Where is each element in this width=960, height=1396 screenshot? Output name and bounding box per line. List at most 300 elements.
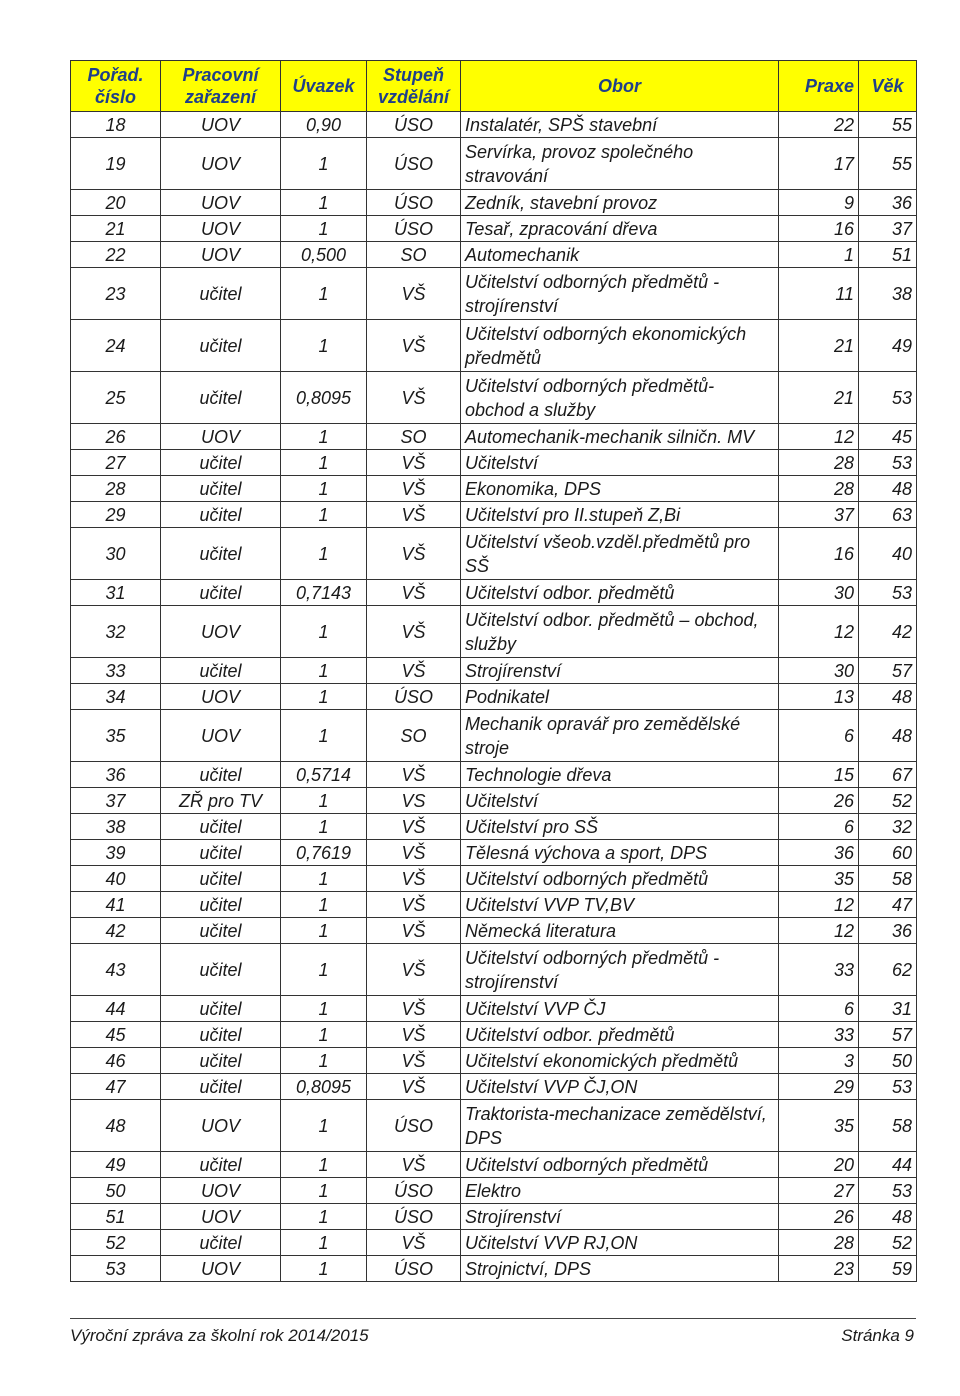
cell-uvazek: 1	[281, 814, 367, 840]
cell-vek: 48	[859, 1204, 917, 1230]
cell-position: učitel	[161, 580, 281, 606]
cell-praxe: 3	[779, 1048, 859, 1074]
cell-obor: Učitelství odborných předmětů	[461, 866, 779, 892]
cell-education: SO	[367, 710, 461, 762]
table-row	[71, 450, 917, 476]
cell-obor: Automechanik	[461, 242, 779, 268]
cell-uvazek: 0,8095	[281, 372, 367, 424]
table-row	[71, 216, 917, 242]
cell-number: 31	[71, 580, 161, 606]
table-row	[71, 190, 917, 216]
table-body	[71, 112, 917, 1282]
cell-obor: Učitelství odborných předmětů- obchod a služby	[461, 372, 779, 424]
cell-number: 48	[71, 1100, 161, 1152]
header-num: Pořad. číslo	[71, 61, 161, 112]
cell-vek: 58	[859, 1100, 917, 1152]
cell-uvazek: 1	[281, 996, 367, 1022]
cell-obor: Učitelství všeob.vzděl.předmětů pro SŠ	[461, 528, 779, 580]
cell-position: UOV	[161, 606, 281, 658]
cell-education: VŠ	[367, 892, 461, 918]
cell-number: 52	[71, 1230, 161, 1256]
table-row	[71, 1048, 917, 1074]
cell-education: SO	[367, 424, 461, 450]
cell-education: ÚSO	[367, 1178, 461, 1204]
header-obor: Obor	[461, 61, 779, 112]
cell-education: ÚSO	[367, 138, 461, 190]
cell-education: VŠ	[367, 1152, 461, 1178]
cell-education: VŠ	[367, 1048, 461, 1074]
cell-obor: Mechanik opravář pro zemědělské stroje	[461, 710, 779, 762]
table-row	[71, 138, 917, 190]
cell-obor: Elektro	[461, 1178, 779, 1204]
cell-uvazek: 0,8095	[281, 1074, 367, 1100]
cell-obor: Učitelství VVP TV,BV	[461, 892, 779, 918]
table-row	[71, 372, 917, 424]
cell-vek: 45	[859, 424, 917, 450]
cell-position: učitel	[161, 840, 281, 866]
cell-vek: 53	[859, 1074, 917, 1100]
cell-education: VŠ	[367, 944, 461, 996]
cell-vek: 51	[859, 242, 917, 268]
cell-number: 18	[71, 112, 161, 138]
cell-vek: 40	[859, 528, 917, 580]
cell-education: ÚSO	[367, 216, 461, 242]
cell-uvazek: 1	[281, 1152, 367, 1178]
cell-obor: Učitelství pro SŠ	[461, 814, 779, 840]
table-row	[71, 1074, 917, 1100]
cell-vek: 36	[859, 190, 917, 216]
cell-education: VŠ	[367, 1074, 461, 1100]
cell-education: VŠ	[367, 606, 461, 658]
cell-praxe: 17	[779, 138, 859, 190]
cell-vek: 55	[859, 112, 917, 138]
footer-report-title: Výroční zpráva za školní rok 2014/2015	[70, 1326, 369, 1345]
cell-uvazek: 0,7143	[281, 580, 367, 606]
cell-praxe: 30	[779, 580, 859, 606]
cell-uvazek: 1	[281, 1204, 367, 1230]
table-row	[71, 580, 917, 606]
cell-obor: Učitelství odbor. předmětů	[461, 580, 779, 606]
cell-position: učitel	[161, 320, 281, 372]
cell-praxe: 37	[779, 502, 859, 528]
cell-education: VŠ	[367, 918, 461, 944]
cell-position: učitel	[161, 528, 281, 580]
cell-education: VŠ	[367, 840, 461, 866]
cell-position: učitel	[161, 1230, 281, 1256]
cell-number: 35	[71, 710, 161, 762]
cell-number: 46	[71, 1048, 161, 1074]
cell-praxe: 30	[779, 658, 859, 684]
cell-position: učitel	[161, 658, 281, 684]
cell-number: 36	[71, 762, 161, 788]
cell-praxe: 33	[779, 1022, 859, 1048]
cell-vek: 48	[859, 710, 917, 762]
cell-uvazek: 1	[281, 1100, 367, 1152]
cell-obor: Učitelství odborných předmětů - strojírenství	[461, 944, 779, 996]
table-row	[71, 1256, 917, 1282]
cell-obor: Učitelství VVP RJ,ON	[461, 1230, 779, 1256]
table-row	[71, 1152, 917, 1178]
table-row	[71, 320, 917, 372]
cell-praxe: 13	[779, 684, 859, 710]
cell-position: UOV	[161, 710, 281, 762]
table-row	[71, 1230, 917, 1256]
cell-education: VS	[367, 788, 461, 814]
cell-vek: 48	[859, 684, 917, 710]
cell-obor: Učitelství odborných ekonomických předmětů	[461, 320, 779, 372]
cell-number: 45	[71, 1022, 161, 1048]
cell-position: učitel	[161, 944, 281, 996]
cell-praxe: 6	[779, 710, 859, 762]
cell-praxe: 28	[779, 476, 859, 502]
cell-education: VŠ	[367, 762, 461, 788]
cell-uvazek: 0,7619	[281, 840, 367, 866]
cell-obor: Tesař, zpracování dřeva	[461, 216, 779, 242]
cell-praxe: 27	[779, 1178, 859, 1204]
cell-position: učitel	[161, 996, 281, 1022]
cell-obor: Učitelství pro II.stupeň Z,Bi	[461, 502, 779, 528]
cell-education: VŠ	[367, 814, 461, 840]
cell-uvazek: 1	[281, 866, 367, 892]
cell-education: VŠ	[367, 528, 461, 580]
cell-number: 51	[71, 1204, 161, 1230]
cell-uvazek: 1	[281, 684, 367, 710]
table-row	[71, 1178, 917, 1204]
cell-position: ZŘ pro TV	[161, 788, 281, 814]
table-row	[71, 502, 917, 528]
header-row	[71, 61, 917, 112]
cell-number: 22	[71, 242, 161, 268]
cell-number: 20	[71, 190, 161, 216]
cell-education: VŠ	[367, 866, 461, 892]
cell-education: ÚSO	[367, 684, 461, 710]
cell-position: UOV	[161, 1256, 281, 1282]
cell-position: UOV	[161, 242, 281, 268]
cell-vek: 48	[859, 476, 917, 502]
cell-number: 26	[71, 424, 161, 450]
cell-praxe: 35	[779, 866, 859, 892]
table-row	[71, 944, 917, 996]
cell-position: UOV	[161, 424, 281, 450]
cell-number: 28	[71, 476, 161, 502]
cell-number: 29	[71, 502, 161, 528]
cell-vek: 53	[859, 372, 917, 424]
cell-vek: 63	[859, 502, 917, 528]
cell-praxe: 6	[779, 814, 859, 840]
cell-praxe: 16	[779, 528, 859, 580]
cell-position: učitel	[161, 1152, 281, 1178]
cell-vek: 44	[859, 1152, 917, 1178]
cell-position: učitel	[161, 918, 281, 944]
table-row	[71, 814, 917, 840]
cell-number: 44	[71, 996, 161, 1022]
cell-obor: Učitelství odbor. předmětů – obchod, služby	[461, 606, 779, 658]
cell-obor: Německá literatura	[461, 918, 779, 944]
cell-uvazek: 1	[281, 528, 367, 580]
cell-praxe: 12	[779, 606, 859, 658]
cell-uvazek: 1	[281, 476, 367, 502]
cell-praxe: 29	[779, 1074, 859, 1100]
cell-uvazek: 1	[281, 216, 367, 242]
table-row	[71, 762, 917, 788]
cell-obor: Strojnictví, DPS	[461, 1256, 779, 1282]
cell-uvazek: 1	[281, 190, 367, 216]
cell-position: UOV	[161, 112, 281, 138]
cell-number: 43	[71, 944, 161, 996]
cell-uvazek: 1	[281, 944, 367, 996]
cell-praxe: 6	[779, 996, 859, 1022]
cell-praxe: 33	[779, 944, 859, 996]
cell-vek: 52	[859, 788, 917, 814]
cell-vek: 47	[859, 892, 917, 918]
cell-obor: Učitelství	[461, 450, 779, 476]
cell-education: ÚSO	[367, 112, 461, 138]
cell-obor: Učitelství VVP ČJ,ON	[461, 1074, 779, 1100]
cell-number: 37	[71, 788, 161, 814]
cell-obor: Učitelství odborných předmětů	[461, 1152, 779, 1178]
cell-obor: Učitelství odborných předmětů - strojírenství	[461, 268, 779, 320]
cell-education: SO	[367, 242, 461, 268]
cell-education: ÚSO	[367, 1256, 461, 1282]
table-row	[71, 996, 917, 1022]
table-row	[71, 242, 917, 268]
cell-number: 30	[71, 528, 161, 580]
cell-education: ÚSO	[367, 1204, 461, 1230]
cell-position: UOV	[161, 1100, 281, 1152]
cell-praxe: 23	[779, 1256, 859, 1282]
cell-praxe: 12	[779, 918, 859, 944]
cell-vek: 31	[859, 996, 917, 1022]
cell-vek: 57	[859, 1022, 917, 1048]
cell-position: UOV	[161, 190, 281, 216]
cell-uvazek: 0,5714	[281, 762, 367, 788]
cell-number: 27	[71, 450, 161, 476]
cell-number: 23	[71, 268, 161, 320]
cell-praxe: 11	[779, 268, 859, 320]
header-position: Pracovní zařazení	[161, 61, 281, 112]
cell-uvazek: 1	[281, 1022, 367, 1048]
cell-number: 19	[71, 138, 161, 190]
table-row	[71, 606, 917, 658]
table-row	[71, 268, 917, 320]
cell-vek: 53	[859, 450, 917, 476]
cell-obor: Zedník, stavební provoz	[461, 190, 779, 216]
cell-number: 33	[71, 658, 161, 684]
table-row	[71, 918, 917, 944]
cell-praxe: 1	[779, 242, 859, 268]
cell-obor: Tělesná výchova a sport, DPS	[461, 840, 779, 866]
cell-praxe: 21	[779, 372, 859, 424]
cell-vek: 38	[859, 268, 917, 320]
cell-uvazek: 1	[281, 606, 367, 658]
cell-education: VŠ	[367, 1230, 461, 1256]
cell-uvazek: 1	[281, 892, 367, 918]
cell-obor: Učitelství odbor. předmětů	[461, 1022, 779, 1048]
table-row	[71, 1022, 917, 1048]
cell-uvazek: 1	[281, 788, 367, 814]
cell-number: 21	[71, 216, 161, 242]
cell-uvazek: 0,500	[281, 242, 367, 268]
cell-uvazek: 1	[281, 658, 367, 684]
cell-vek: 32	[859, 814, 917, 840]
header-uvazek: Úvazek	[281, 61, 367, 112]
cell-education: ÚSO	[367, 1100, 461, 1152]
header-education: Stupeň vzdělání	[367, 61, 461, 112]
cell-position: učitel	[161, 450, 281, 476]
cell-position: učitel	[161, 892, 281, 918]
cell-education: VŠ	[367, 502, 461, 528]
cell-vek: 49	[859, 320, 917, 372]
cell-vek: 53	[859, 580, 917, 606]
cell-uvazek: 1	[281, 320, 367, 372]
table-row	[71, 866, 917, 892]
cell-number: 24	[71, 320, 161, 372]
cell-number: 41	[71, 892, 161, 918]
cell-praxe: 22	[779, 112, 859, 138]
cell-position: učitel	[161, 1048, 281, 1074]
cell-uvazek: 1	[281, 1178, 367, 1204]
cell-position: učitel	[161, 268, 281, 320]
cell-vek: 37	[859, 216, 917, 242]
table-row	[71, 658, 917, 684]
table-row	[71, 424, 917, 450]
table-row	[71, 840, 917, 866]
cell-praxe: 16	[779, 216, 859, 242]
cell-praxe: 15	[779, 762, 859, 788]
cell-praxe: 35	[779, 1100, 859, 1152]
cell-position: učitel	[161, 502, 281, 528]
cell-vek: 60	[859, 840, 917, 866]
cell-praxe: 36	[779, 840, 859, 866]
cell-praxe: 12	[779, 892, 859, 918]
table-row	[71, 528, 917, 580]
cell-number: 47	[71, 1074, 161, 1100]
footer-divider	[70, 1318, 916, 1319]
table-row	[71, 788, 917, 814]
table-row	[71, 684, 917, 710]
cell-uvazek: 0,90	[281, 112, 367, 138]
cell-praxe: 26	[779, 788, 859, 814]
cell-number: 40	[71, 866, 161, 892]
cell-position: učitel	[161, 476, 281, 502]
cell-vek: 57	[859, 658, 917, 684]
cell-obor: Strojírenství	[461, 1204, 779, 1230]
cell-uvazek: 1	[281, 1230, 367, 1256]
table-row	[71, 1204, 917, 1230]
cell-position: učitel	[161, 1022, 281, 1048]
cell-number: 49	[71, 1152, 161, 1178]
cell-obor: Traktorista-mechanizace zemědělství, DPS	[461, 1100, 779, 1152]
cell-obor: Učitelství VVP ČJ	[461, 996, 779, 1022]
cell-vek: 42	[859, 606, 917, 658]
cell-education: VŠ	[367, 476, 461, 502]
cell-uvazek: 1	[281, 424, 367, 450]
cell-obor: Servírka, provoz společného stravování	[461, 138, 779, 190]
cell-number: 53	[71, 1256, 161, 1282]
staff-table	[70, 60, 917, 1282]
table-row	[71, 892, 917, 918]
cell-position: UOV	[161, 1204, 281, 1230]
cell-vek: 53	[859, 1178, 917, 1204]
cell-obor: Učitelství	[461, 788, 779, 814]
cell-obor: Technologie dřeva	[461, 762, 779, 788]
cell-uvazek: 1	[281, 710, 367, 762]
cell-number: 34	[71, 684, 161, 710]
cell-praxe: 28	[779, 1230, 859, 1256]
cell-praxe: 26	[779, 1204, 859, 1230]
cell-education: VŠ	[367, 1022, 461, 1048]
cell-uvazek: 1	[281, 1256, 367, 1282]
cell-uvazek: 1	[281, 268, 367, 320]
cell-vek: 50	[859, 1048, 917, 1074]
cell-education: VŠ	[367, 320, 461, 372]
cell-praxe: 28	[779, 450, 859, 476]
table-row	[71, 476, 917, 502]
cell-praxe: 20	[779, 1152, 859, 1178]
footer-page-number: Stránka 9	[841, 1326, 914, 1345]
cell-obor: Strojírenství	[461, 658, 779, 684]
cell-position: UOV	[161, 138, 281, 190]
cell-position: učitel	[161, 866, 281, 892]
cell-vek: 36	[859, 918, 917, 944]
cell-uvazek: 1	[281, 1048, 367, 1074]
cell-vek: 62	[859, 944, 917, 996]
cell-education: VŠ	[367, 996, 461, 1022]
cell-position: UOV	[161, 684, 281, 710]
cell-number: 50	[71, 1178, 161, 1204]
cell-uvazek: 1	[281, 450, 367, 476]
cell-education: ÚSO	[367, 190, 461, 216]
cell-praxe: 9	[779, 190, 859, 216]
cell-number: 38	[71, 814, 161, 840]
cell-uvazek: 1	[281, 502, 367, 528]
cell-obor: Automechanik-mechanik silničn. MV	[461, 424, 779, 450]
cell-education: VŠ	[367, 658, 461, 684]
cell-position: UOV	[161, 216, 281, 242]
cell-uvazek: 1	[281, 138, 367, 190]
cell-obor: Podnikatel	[461, 684, 779, 710]
cell-number: 42	[71, 918, 161, 944]
cell-praxe: 12	[779, 424, 859, 450]
cell-vek: 58	[859, 866, 917, 892]
cell-position: učitel	[161, 762, 281, 788]
cell-number: 39	[71, 840, 161, 866]
cell-vek: 52	[859, 1230, 917, 1256]
cell-education: VŠ	[367, 580, 461, 606]
cell-obor: Instalatér, SPŠ stavební	[461, 112, 779, 138]
table-row	[71, 1100, 917, 1152]
header-vek: Věk	[859, 61, 917, 112]
cell-number: 25	[71, 372, 161, 424]
cell-number: 32	[71, 606, 161, 658]
cell-uvazek: 1	[281, 918, 367, 944]
cell-vek: 67	[859, 762, 917, 788]
table-row	[71, 112, 917, 138]
header-praxe: Praxe	[779, 61, 859, 112]
cell-education: VŠ	[367, 450, 461, 476]
cell-position: učitel	[161, 1074, 281, 1100]
cell-obor: Ekonomika, DPS	[461, 476, 779, 502]
cell-position: učitel	[161, 814, 281, 840]
cell-position: učitel	[161, 372, 281, 424]
cell-education: VŠ	[367, 372, 461, 424]
cell-vek: 55	[859, 138, 917, 190]
cell-education: VŠ	[367, 268, 461, 320]
cell-praxe: 21	[779, 320, 859, 372]
cell-obor: Učitelství ekonomických předmětů	[461, 1048, 779, 1074]
table-row	[71, 710, 917, 762]
cell-vek: 59	[859, 1256, 917, 1282]
